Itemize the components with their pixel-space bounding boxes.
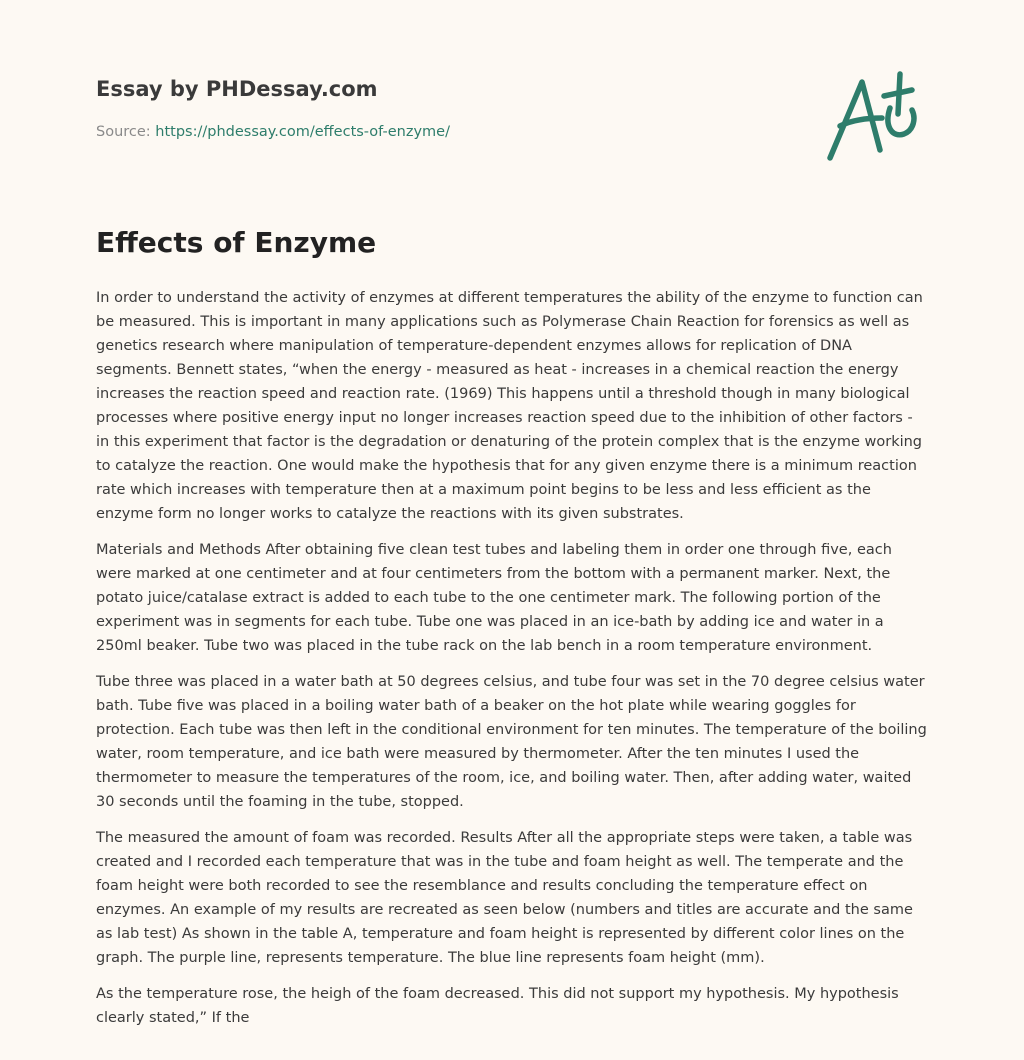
paragraph: Materials and Methods After obtaining five clean test tubes and labeling them in order one through five, each were marked at one centimeter and at four centimeters from the bottom with a permanent marker. Next, the potato juice/catalase extract is added to each tube to the one centimeter mark. The following portion of the experiment was in segments for each tube. Tube one was placed in an ice-bath by adding ice and water in a 250ml beaker. Tube two was placed in the tube rack on the lab bench in a room temperature environment. [96, 542, 892, 654]
paragraph: Tube three was placed in a water bath at 50 degrees celsius, and tube four was set in the 70 degree celsius water bath. Tube five was placed in a boiling water bath of a beaker on the hot plate while wearing goggles for protection. Each tube was then left in the conditional environment for ten minutes. The temperature of the boiling water, room temperature, and ice bath were measured by thermometer. After the ten minutes I used the thermometer to measure the temperatures of the room, ice, and boiling water. Then, after adding water, waited 30 seconds until the foaming in the tube, stopped. [96, 674, 927, 810]
article-title: Effects of Enzyme [96, 226, 377, 259]
a-plus-logo-icon [822, 68, 926, 164]
article-body [96, 286, 930, 1042]
source-line [96, 124, 450, 140]
paragraph: The measured the amount of foam was recorded. Results After all the appropriate steps were taken, a table was created and I recorded each temperature that was in the tube and foam height as well. The temperate and the foam height were both recorded to see the resemblance and results concluding the temperature effect on enzymes. An example of my results are recreated as seen below (numbers and titles are accurate and the same as lab test) As shown in the table A, temperature and foam height is represented by different color lines on the graph. The purple line, represents temperature. The blue line represents foam height (mm). [96, 830, 913, 966]
source-link[interactable]: https://phdessay.com/effects-of-enzyme/ [155, 124, 450, 140]
paragraph: As the temperature rose, the heigh of the foam decreased. This did not support my hypothesis. My hypothesis clearly stated,” If the [96, 986, 899, 1026]
site-brand: Essay by PHDessay.com [96, 77, 378, 101]
source-label: Source: [96, 124, 156, 140]
paragraph: In order to understand the activity of enzymes at different temperatures the ability of the enzyme to function can be measured. This is important in many applications such as Polymerase Chain Reaction for forensics as well as genetics research where manipulation of temperature-dependent enzymes allows for replication of DNA segments. Bennett states, “when the energy - measured as heat - increases in a chemical reaction the energy increases the reaction speed and reaction rate. (1969) This happens until a threshold though in many biological processes where positive energy input no longer increases reaction speed due to the inhibition of other factors - in this experiment that factor is the degradation or denaturing of the protein complex that is the enzyme working to catalyze the reaction. One would make the hypothesis that for any given enzyme there is a minimum reaction rate which increases with temperature then at a maximum point begins to be less and less efficient as the enzyme form no longer works to catalyze the reactions with its given substrates. [96, 290, 923, 522]
